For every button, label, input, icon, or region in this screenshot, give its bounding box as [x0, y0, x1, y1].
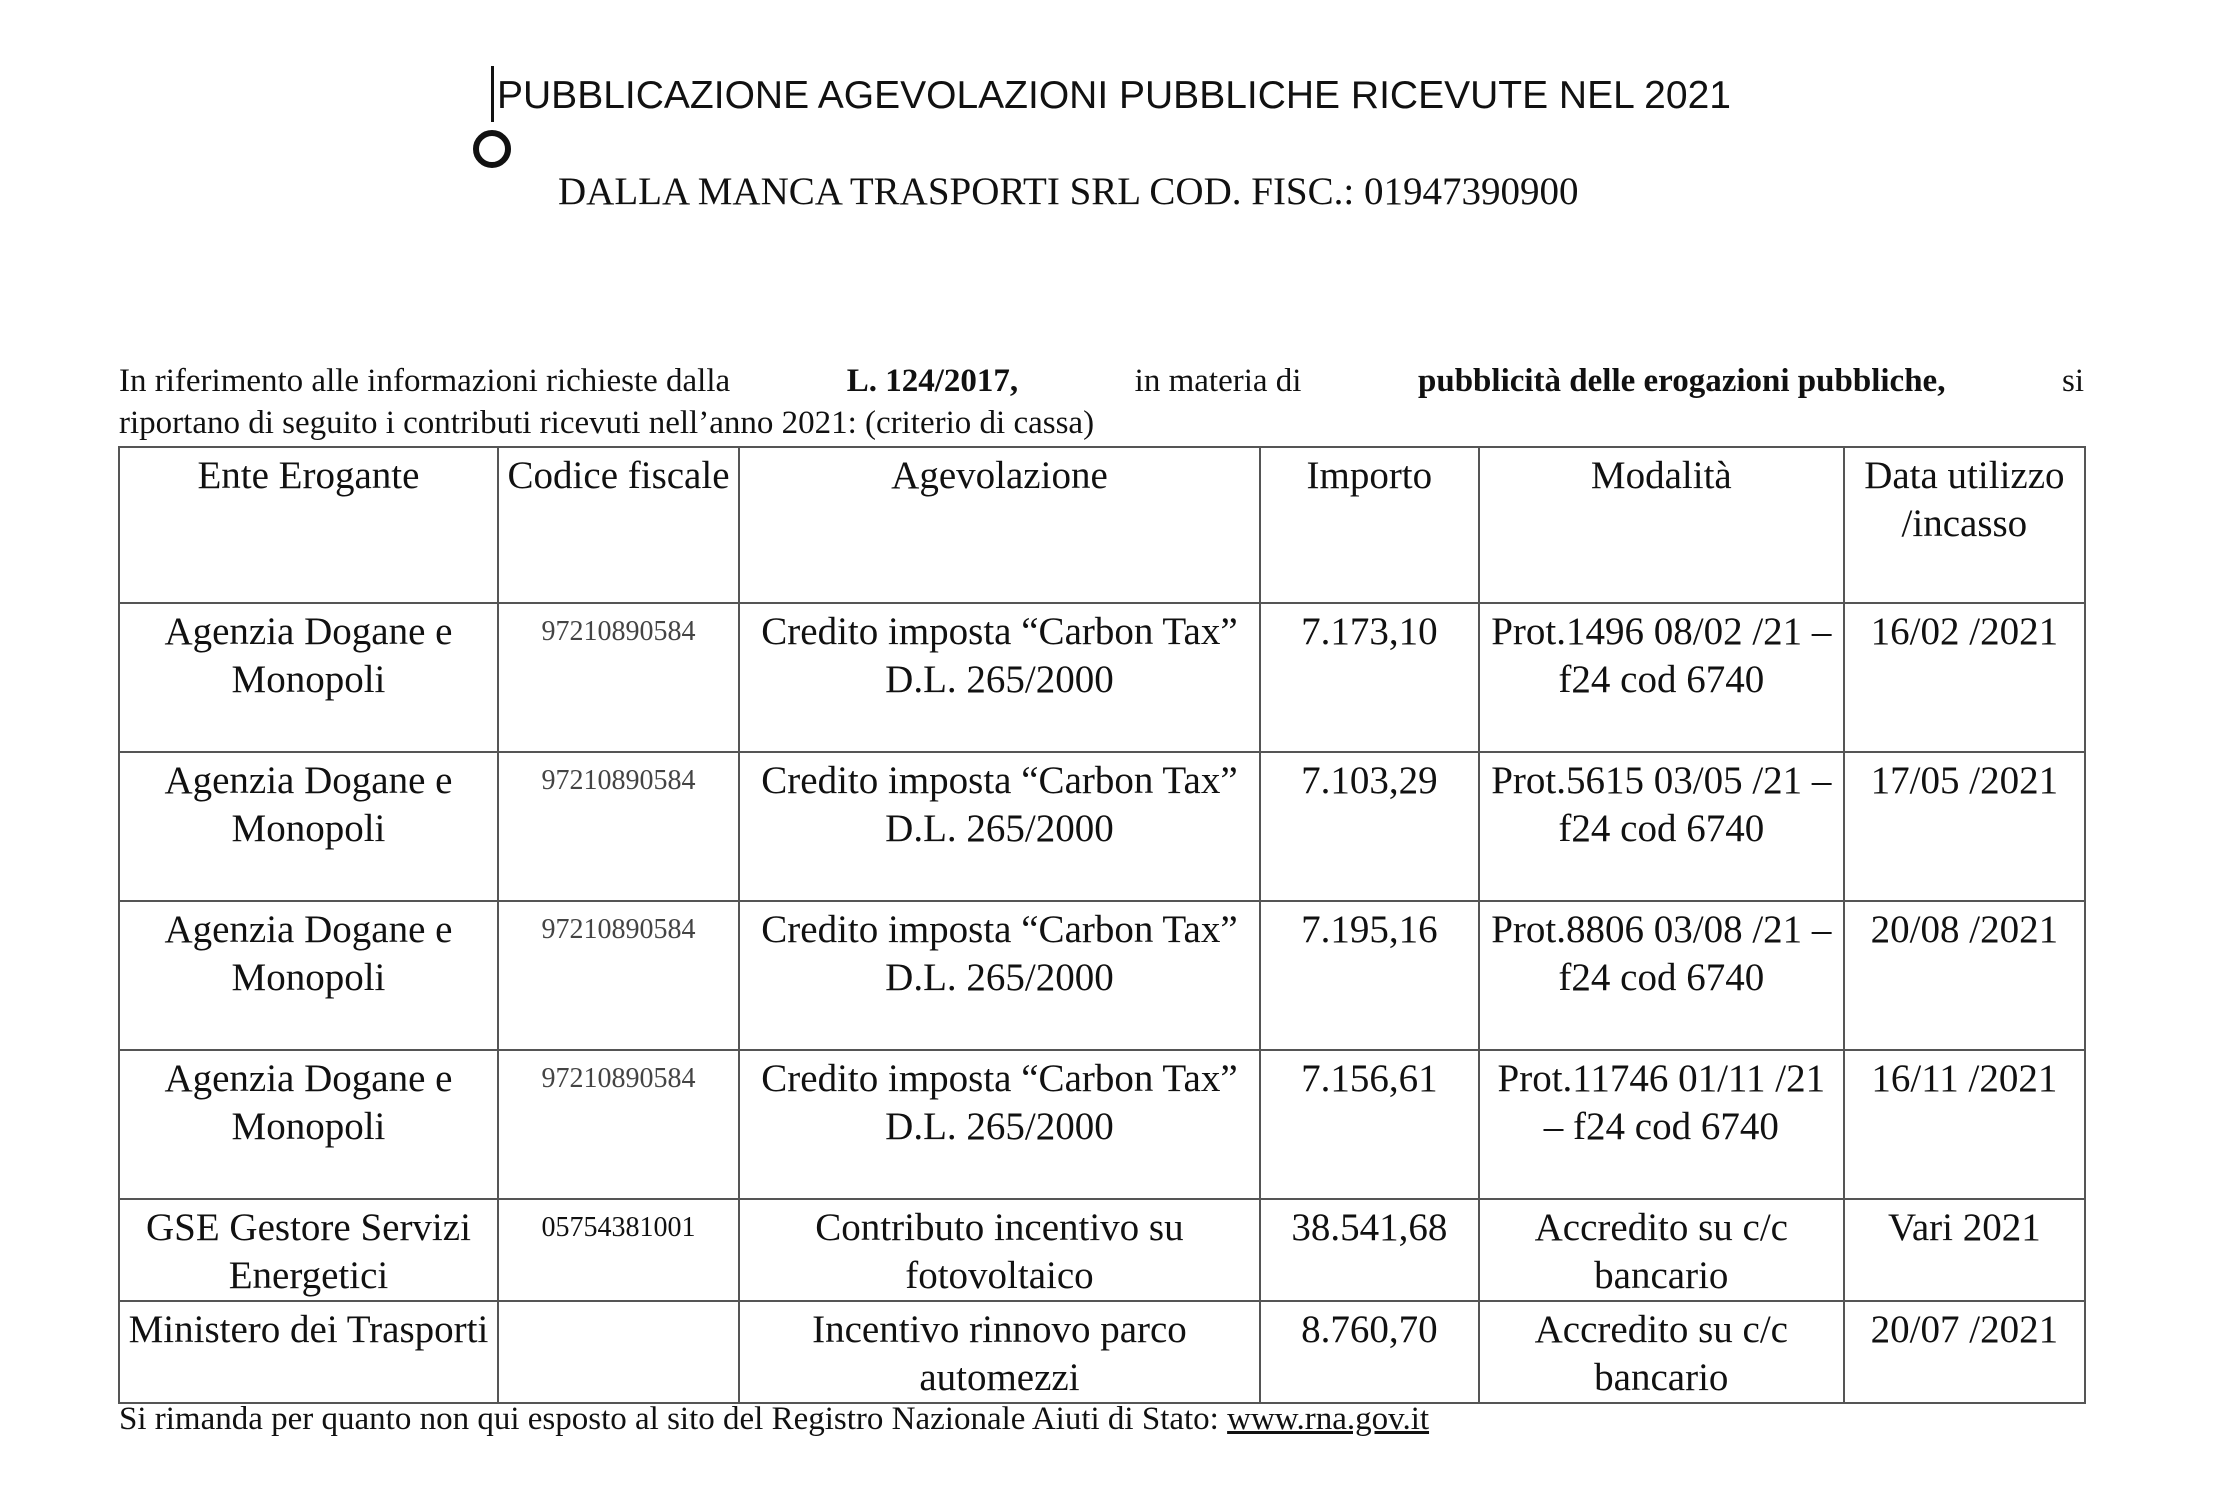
intro-word: si: [2061, 363, 2084, 399]
cell-importo: 8.760,70: [1260, 1301, 1479, 1403]
intro-law-reference: L. 124/2017,: [846, 363, 1019, 399]
cell-agevolazione: Credito imposta “Carbon Tax” D.L. 265/2000: [739, 603, 1260, 752]
cell-ente: Agenzia Dogane e Monopoli: [119, 752, 498, 901]
cell-ente: Agenzia Dogane e Monopoli: [119, 901, 498, 1050]
company-line: DALLA MANCA TRASPORTI SRL COD. FISC.: 01947390900: [558, 170, 1579, 213]
cell-codice: 97210890584: [498, 752, 739, 901]
cell-modalita: Prot.11746 01/11 /21 – f24 cod 6740: [1479, 1050, 1844, 1199]
footer-text: Si rimanda per quanto non qui esposto al sito del Registro Nazionale Aiuti di Stato:: [119, 1401, 1228, 1437]
text-cursor: [491, 66, 494, 122]
footer-note: [119, 1397, 1429, 1441]
cell-codice: 97210890584: [498, 1050, 739, 1199]
cell-codice: [498, 1301, 739, 1403]
table-header-row: [119, 447, 2085, 603]
header-importo: Importo: [1260, 447, 1479, 603]
circle-handle-icon[interactable]: [473, 130, 511, 168]
table-row: [119, 1199, 2085, 1301]
cell-codice: 97210890584: [498, 901, 739, 1050]
intro-line-1: [119, 360, 2084, 402]
cell-data: 16/02 /2021: [1844, 603, 2085, 752]
cell-modalita: Prot.1496 08/02 /21 – f24 cod 6740: [1479, 603, 1844, 752]
table-row: [119, 1301, 2085, 1403]
document-title: PUBBLICAZIONE AGEVOLAZIONI PUBBLICHE RICEVUTE NEL 2021: [497, 74, 1731, 117]
cell-importo: 7.103,29: [1260, 752, 1479, 901]
cell-data: Vari 2021: [1844, 1199, 2085, 1301]
cell-data: 20/07 /2021: [1844, 1301, 2085, 1403]
cell-codice: 05754381001: [498, 1199, 739, 1301]
table-row: [119, 752, 2085, 901]
cell-importo: 38.541,68: [1260, 1199, 1479, 1301]
cell-agevolazione: Credito imposta “Carbon Tax” D.L. 265/2000: [739, 752, 1260, 901]
header-agevolazione: Agevolazione: [739, 447, 1260, 603]
rna-link[interactable]: www.rna.gov.it: [1227, 1401, 1430, 1437]
cell-ente: GSE Gestore Servizi Energetici: [119, 1199, 498, 1301]
header-ente: Ente Erogante: [119, 447, 498, 603]
cell-agevolazione: Contributo incentivo su fotovoltaico: [739, 1199, 1260, 1301]
cell-ente: Agenzia Dogane e Monopoli: [119, 1050, 498, 1199]
header-modalita: Modalità: [1479, 447, 1844, 603]
cell-data: 16/11 /2021: [1844, 1050, 2085, 1199]
cell-data: 20/08 /2021: [1844, 901, 2085, 1050]
cell-importo: 7.195,16: [1260, 901, 1479, 1050]
cell-ente: Agenzia Dogane e Monopoli: [119, 603, 498, 752]
intro-topic: pubblicità delle erogazioni pubbliche,: [1417, 363, 1946, 399]
cell-data: 17/05 /2021: [1844, 752, 2085, 901]
cell-codice: 97210890584: [498, 603, 739, 752]
cell-importo: 7.156,61: [1260, 1050, 1479, 1199]
cell-importo: 7.173,10: [1260, 603, 1479, 752]
intro-line-2: riportano di seguito i contributi ricevuti nell’anno 2021: (criterio di cassa): [119, 405, 1095, 441]
table-row: [119, 603, 2085, 752]
table-row: [119, 901, 2085, 1050]
cell-agevolazione: Credito imposta “Carbon Tax” D.L. 265/2000: [739, 901, 1260, 1050]
intro-word: In riferimento alle informazioni richieste dalla: [119, 363, 731, 399]
header-codice: Codice fiscale: [498, 447, 739, 603]
intro-word: in materia di: [1134, 363, 1302, 399]
intro-paragraph: [119, 360, 2084, 444]
cell-modalita: Accredito su c/c bancario: [1479, 1301, 1844, 1403]
header-data: Data utilizzo /incasso: [1844, 447, 2085, 603]
cell-ente: Ministero dei Trasporti: [119, 1301, 498, 1403]
table-row: [119, 1050, 2085, 1199]
cell-modalita: Prot.5615 03/05 /21 – f24 cod 6740: [1479, 752, 1844, 901]
cell-modalita: Prot.8806 03/08 /21 – f24 cod 6740: [1479, 901, 1844, 1050]
cell-agevolazione: Incentivo rinnovo parco automezzi: [739, 1301, 1260, 1403]
cell-agevolazione: Credito imposta “Carbon Tax” D.L. 265/2000: [739, 1050, 1260, 1199]
grants-table: [118, 446, 2086, 1404]
cell-modalita: Accredito su c/c bancario: [1479, 1199, 1844, 1301]
